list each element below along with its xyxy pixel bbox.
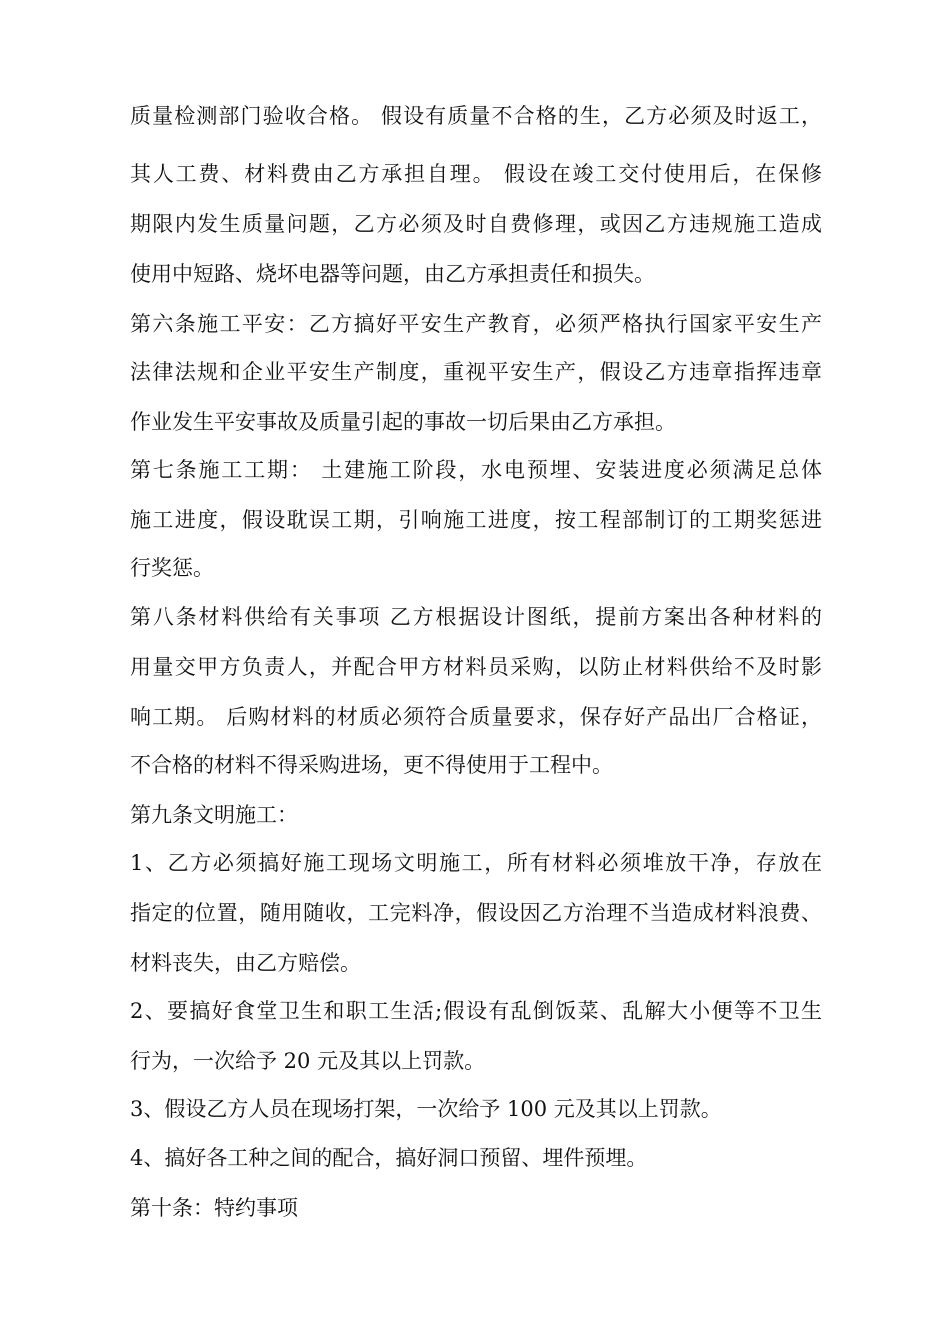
text-line: 指定的位置，随用随收，工完料净，假设因乙方治理不当造成材料浪费、: [130, 901, 822, 925]
section-heading: 第九条文明施工：: [130, 803, 298, 827]
text-line: 第七条施工工期： 土建施工阶段，水电预埋、安装进度必须满足总体: [130, 458, 822, 482]
text-line: 响工期。 后购材料的材质必须符合质量要求，保存好产品出厂合格证，: [130, 705, 822, 729]
text-line: 期限内发生质量问题，乙方必须及时自费修理，或因乙方违规施工造成: [130, 212, 822, 236]
text-line: 使用中短路、烧坏电器等问题，由乙方承担责任和损失。: [130, 262, 655, 286]
text-line: 其人工费、材料费由乙方承担自理。 假设在竣工交付使用后，在保修: [130, 162, 822, 186]
text-line: 行为，一次给予 20 元及其以上罚款。: [130, 1049, 486, 1073]
text-line: 施工进度，假设耽误工期，引响施工进度，按工程部制订的工期奖惩进: [130, 508, 822, 532]
text-line: 作业发生平安事故及质量引起的事故一切后果由乙方承担。: [130, 410, 676, 434]
text-line: 行奖惩。: [130, 556, 214, 580]
text-line: 不合格的材料不得采购进场，更不得使用于工程中。: [130, 753, 613, 777]
text-line: 用量交甲方负责人，并配合甲方材料员采购，以防止材料供给不及时影: [130, 655, 822, 679]
text-line: 材料丧失，由乙方赔偿。: [130, 951, 361, 975]
section-heading: 第十条：特约事项: [130, 1196, 298, 1220]
text-line: 1、乙方必须搞好施工现场文明施工，所有材料必须堆放干净，存放在: [130, 851, 822, 875]
text-line: 第八条材料供给有关事项 乙方根据设计图纸，提前方案出各种材料的: [130, 605, 822, 629]
text-line: 2、要搞好食堂卫生和职工生活;假设有乱倒饭菜、乱解大小便等不卫生: [130, 999, 822, 1023]
text-line: 第六条施工平安：乙方搞好平安生产教育，必须严格执行国家平安生产: [130, 312, 822, 336]
text-line: 4、搞好各工种之间的配合，搞好洞口预留、埋件预埋。: [130, 1146, 648, 1170]
text-line: 法律法规和企业平安生产制度，重视平安生产，假设乙方违章指挥违章: [130, 360, 822, 384]
text-line: 3、假设乙方人员在现场打架，一次给予 100 元及其以上罚款。: [130, 1097, 722, 1121]
text-line: 质量检测部门验收合格。 假设有质量不合格的生，乙方必须及时返工，: [130, 104, 822, 128]
